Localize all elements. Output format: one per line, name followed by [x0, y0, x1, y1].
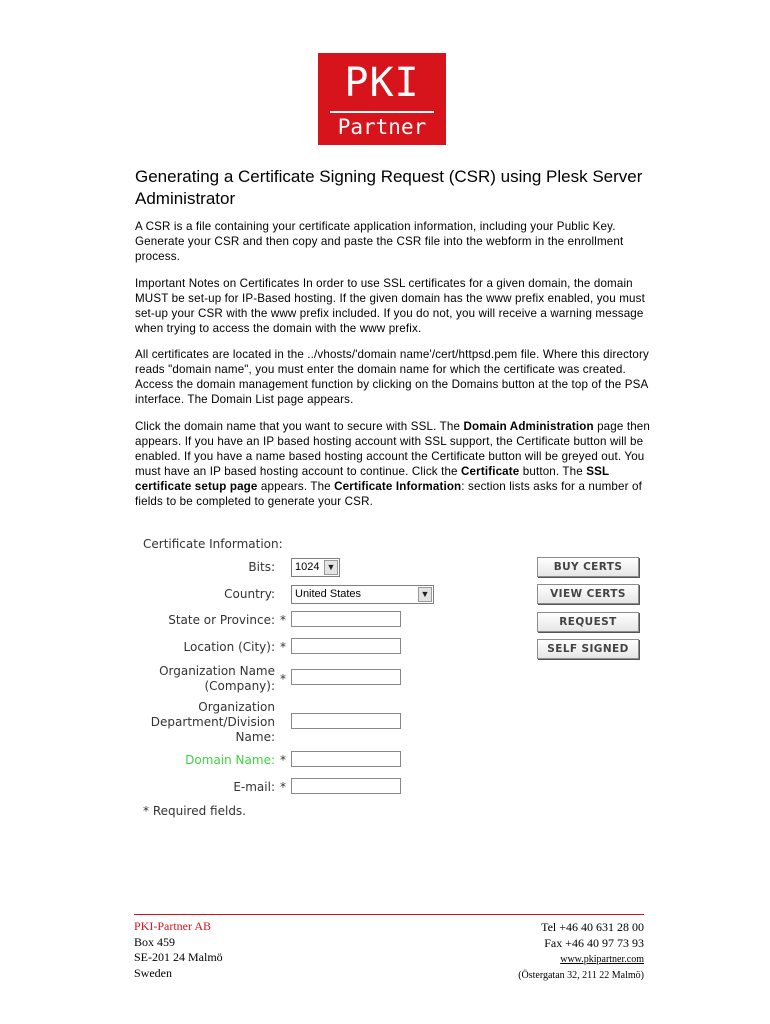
text-run: button. The: [519, 465, 587, 478]
dept-label-line1: Organization: [198, 700, 275, 714]
required-marker: *: [280, 640, 286, 654]
text-run: : section lists asks for a number of fields to be completed to generate your CSR.: [135, 480, 642, 508]
logo-text-pki: PKI: [344, 60, 420, 106]
bits-select[interactable]: [291, 558, 340, 577]
bold-certificate: Certificate: [461, 465, 520, 478]
footer-website-link[interactable]: www.pkipartner.com: [560, 954, 644, 965]
location-input[interactable]: [291, 638, 401, 654]
dept-label-line2: Department/Division: [150, 715, 275, 729]
bold-domain-administration: Domain Administration: [463, 420, 594, 433]
email-input[interactable]: [291, 778, 401, 794]
required-marker: *: [280, 672, 286, 686]
organization-name-input[interactable]: [291, 669, 401, 685]
paragraph-cert-location: All certificates are located in the ../vhosts/'domain name'/cert/httpsd.pem file. Where this directory reads "domain name", you must enter the domain name for which the certificate was created. Access the domain management function by clicking on the Domains button at the top of the PSA interface. The Domain List page appears.: [135, 348, 649, 406]
state-input[interactable]: [291, 611, 401, 627]
email-label: E-mail:: [233, 780, 275, 794]
footer-divider: [134, 914, 644, 915]
logo-text-partner: Partner: [337, 115, 427, 139]
text-run: page then appears. If you have an IP based hosting account with SSL support, the Certificate button will be enabled. If you have a name based hosting account the Certificate button will be greyed out. You must have an IP based hosting account to continue. Click the: [135, 420, 651, 478]
bold-certificate-information: Certificate Information: [334, 480, 462, 493]
request-button[interactable]: REQUEST: [537, 612, 639, 632]
country-select[interactable]: [291, 585, 434, 604]
certificate-information-form-screenshot: [135, 531, 650, 831]
paragraph-domain-instructions: [135, 419, 665, 509]
footer-postal: SE-201 24 Malmö: [134, 950, 223, 964]
location-label: Location (City):: [183, 640, 275, 654]
required-marker: *: [280, 753, 286, 767]
text-run: appears. The: [257, 480, 335, 493]
required-marker: *: [280, 780, 286, 794]
view-certs-button[interactable]: VIEW CERTS: [537, 584, 639, 604]
logo-divider: [330, 111, 434, 113]
footer-company-name: PKI-Partner AB: [134, 919, 211, 933]
pki-partner-logo: [318, 53, 446, 145]
paragraph-csr-intro: A CSR is a file containing your certificate application information, including your Public Key. Generate your CSR and then copy and paste the CSR file into the webform in the enrollment process.: [135, 220, 624, 263]
footer-fax: Fax +46 40 97 73 93: [544, 935, 644, 950]
text-run: Click the domain name that you want to secure with SSL. The: [135, 420, 464, 433]
required-fields-note: * Required fields.: [143, 804, 246, 818]
state-label: State or Province:: [168, 613, 275, 627]
required-marker: *: [280, 613, 286, 627]
footer-contact-block: [518, 920, 644, 983]
page-title: Generating a Certificate Signing Request (CSR) using Plesk Server Administrator: [135, 167, 643, 208]
domain-name-input[interactable]: [291, 751, 401, 767]
footer-tel: Tel +46 40 631 28 00: [541, 920, 644, 934]
paragraph-important-notes: Important Notes on Certificates In order to use SSL certificates for a given domain, the domain MUST be set-up for IP-Based hosting. If the given domain has the www prefix enabled, you must set-up your CSR with the www prefix included. If you do not, you will receive a warning message when trying to access the domain with the www prefix.: [135, 277, 645, 335]
form-section-title: Certificate Information:: [143, 537, 283, 551]
footer-country: Sweden: [134, 965, 172, 980]
bold-ssl-setup-page: SSL certificate setup page: [135, 465, 610, 493]
bits-value: 1024: [295, 561, 320, 573]
footer-street-address: (Östergatan 32, 211 22 Malmö): [518, 969, 644, 981]
dept-label-line3: Name:: [235, 730, 275, 744]
domain-name-label: Domain Name:: [185, 753, 275, 767]
department-input[interactable]: [291, 713, 401, 729]
self-signed-button[interactable]: SELF SIGNED: [537, 639, 639, 659]
country-value: United States: [295, 588, 362, 600]
footer-box: Box 459: [134, 934, 176, 949]
country-label: Country:: [224, 587, 275, 601]
chevron-down-icon: ▼: [418, 587, 432, 602]
chevron-down-icon: ▼: [324, 560, 338, 575]
org-name-label-line2: (Company):: [204, 679, 275, 693]
buy-certs-button[interactable]: BUY CERTS: [537, 557, 639, 577]
footer-address-block: [134, 919, 223, 981]
org-name-label-line1: Organization Name: [159, 664, 275, 678]
bits-label: Bits:: [248, 560, 275, 574]
